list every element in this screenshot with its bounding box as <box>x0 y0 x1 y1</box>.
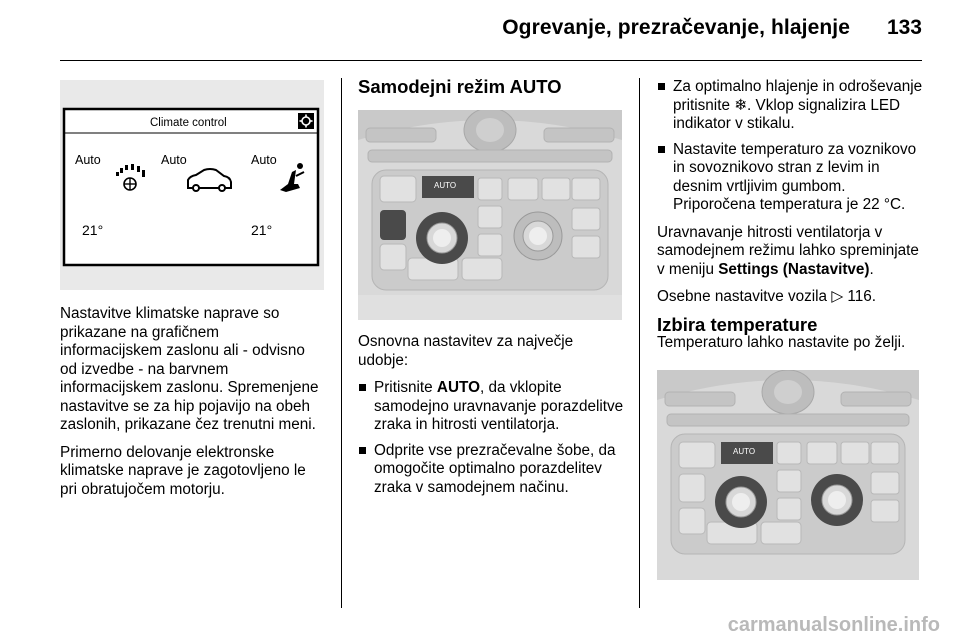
col2-intro: Osnovna nastavitev za največje udobje: <box>358 333 574 369</box>
page-header-title: Ogrevanje, prezračevanje, hlajenje <box>502 16 850 39</box>
col3-bullet-cooling: Za optimalno hlajenje in odroševanje pritisnite ❄. Vklop signalizira LED indikator v stikalu. <box>657 78 925 134</box>
column-divider-right <box>639 78 640 608</box>
panel-auto-button-label: AUTO <box>434 181 457 190</box>
display-auto-label-1: Auto <box>75 153 101 167</box>
panel-2-auto-button-label: AUTO <box>733 447 756 456</box>
column-3 <box>657 78 925 362</box>
col2-bullet-vents: Odprite vse prezračevalne šobe, da omogočite optimalno porazdelitev zraka v samodejnem načinu. <box>358 442 626 498</box>
snowflake-icon: ❄ <box>734 96 748 114</box>
right-knob-2 <box>811 474 863 526</box>
col3-paragraph-fan: Uravnavanje hitrosti ventilatorja v samodejnem režimu lahko spreminjate v meniju Settings (Nastavitve). <box>657 223 919 278</box>
figure-control-panel-1 <box>358 110 622 320</box>
figure-control-panel-2 <box>657 370 919 580</box>
column-2-body <box>358 333 626 506</box>
col3-bullet-temperature: Nastavite temperaturo za voznikovo in sovoznikovo stran z levim in desnim vrtljivim gumbom. Priporočena temperatura je 22 °C. <box>657 141 925 215</box>
settings-icon <box>298 113 314 129</box>
col2-heading: Samodejni režim AUTO <box>358 76 562 97</box>
figure-climate-display <box>60 80 324 290</box>
control-panel-illustration <box>358 110 622 320</box>
climate-display-screen <box>60 80 324 290</box>
col3-heading: Izbira temperature <box>657 313 818 335</box>
left-temperature-knob <box>416 212 468 264</box>
control-panel-illustration-2 <box>657 370 919 580</box>
left-knob-2 <box>715 476 767 528</box>
display-title: Climate control <box>150 117 227 129</box>
display-auto-label-3: Auto <box>251 153 277 167</box>
page-number: 133 <box>886 16 922 39</box>
col1-paragraph-1: Nastavitve klimatske naprave so prikazane na grafičnem informacijskem zaslonu ali - odvisno od izvedbe - na barvnem informacijskem zaslonu. Spremenjene nastavitve se za hip pojavijo na obeh zaslonih, prikazane čez trenutni meni. <box>60 305 319 433</box>
column-divider-left <box>341 78 342 608</box>
header-rule <box>60 60 922 61</box>
right-temperature-knob <box>514 212 562 260</box>
watermark: carmanualsonline.info <box>727 614 940 636</box>
page-ref-arrow-icon: ▷ <box>831 288 844 305</box>
display-temp-left: 21° <box>82 222 104 238</box>
column-2 <box>358 78 628 97</box>
col2-bullet-auto: Pritisnite AUTO, da vklopite samodejno uravnavanje porazdelitve zraka in hitrosti ventilatorja. <box>358 379 626 435</box>
col3-paragraph-settings: Osebne nastavitve vozila ▷ 116. <box>657 288 876 305</box>
col3-paragraph-temperature: Temperaturo lahko nastavite po želji. <box>657 334 906 351</box>
column-1 <box>60 305 325 508</box>
col1-paragraph-2: Primerno delovanje elektronske klimatske naprave je zagotovljeno le pri obratujočem motorju. <box>60 443 306 498</box>
display-temp-right: 21° <box>251 222 273 238</box>
display-auto-label-2: Auto <box>161 153 187 167</box>
